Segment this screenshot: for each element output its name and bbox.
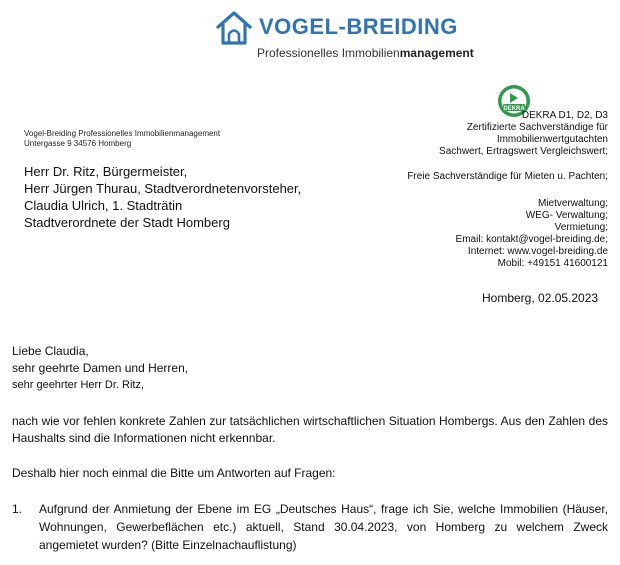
recipient-line: Herr Dr. Ritz, Bürgermeister, — [24, 164, 188, 179]
body-paragraph: nach wie vor fehlen konkrete Zahlen zur tatsächlichen wirtschaftlichen Situation Hombergs. Aus den Zahlen des Haushalts sind die Informationen nicht erkennbar. — [12, 414, 608, 445]
certification-line: Zertifizierte Sachverständige für — [466, 122, 608, 133]
house-logo-icon — [215, 10, 253, 46]
recipient-line: Herr Jürgen Thurau, Stadtverordnetenvorsteher, — [24, 181, 302, 196]
list-item-number: 1. — [12, 502, 23, 516]
tagline-bold: management — [399, 46, 474, 60]
certification-line: Immobilienwertgutachten — [496, 134, 608, 145]
tagline-prefix: Professionelles Immobilien — [257, 46, 400, 60]
contact-website: Internet: www.vogel-breiding.de — [467, 246, 608, 257]
service-item: Vermietung; — [554, 222, 608, 233]
sender-line: Vogel-Breiding Professionelles Immobilienmanagement — [24, 129, 221, 138]
sender-address — [24, 129, 220, 149]
contact-email: Email: kontakt@vogel-breiding.de; — [455, 234, 608, 245]
greeting-line: Liebe Claudia, — [12, 344, 89, 358]
contact-mobile: Mobil: +49151 41600121 — [497, 258, 608, 269]
list-item-text: Aufgrund der Anmietung der Ebene im EG „Deutsches Haus“, frage ich Sie, welche Immobilien (Häuser, Wohnungen, Gewerbeflächen etc.) aktuell, Stand 30.04.2023, von Homberg zu welchem Zweck angemietet wurden? (Bitte Einzelnachauflistung) — [39, 502, 608, 552]
sender-line: Untergasse 9 34576 Homberg — [24, 139, 132, 148]
certification-block — [439, 110, 608, 158]
certification-line: Sachwert, Ertragswert Vergleichswert; — [439, 146, 608, 157]
greeting-block — [12, 343, 188, 394]
service-item: Mietverwaltung; — [537, 198, 608, 209]
company-tagline — [257, 46, 474, 60]
recipient-line: Stadtverordnete der Stadt Homberg — [24, 215, 230, 230]
services-block — [456, 198, 608, 270]
certification-line: DEKRA D1, D2, D3 — [521, 110, 608, 121]
greeting-line: sehr geehrter Herr Dr. Ritz, — [12, 379, 145, 391]
service-item: WEG- Verwaltung; — [525, 210, 608, 221]
brand-name: VOGEL-BREIDING — [259, 14, 458, 39]
recipient-line: Claudia Ulrich, 1. Stadträtin — [24, 198, 183, 213]
letter-date: Homberg, 02.05.2023 — [482, 291, 599, 305]
dekra-badge-text: DEKRA — [503, 105, 525, 112]
body-paragraph: Deshalb hier noch einmal die Bitte um Antworten auf Fragen: — [12, 466, 336, 480]
recipient-block — [24, 163, 301, 231]
rental-appraisal-line: Freie Sachverständige für Mieten u. Pachten; — [407, 171, 608, 182]
greeting-line: sehr geehrte Damen und Herren, — [12, 361, 189, 375]
